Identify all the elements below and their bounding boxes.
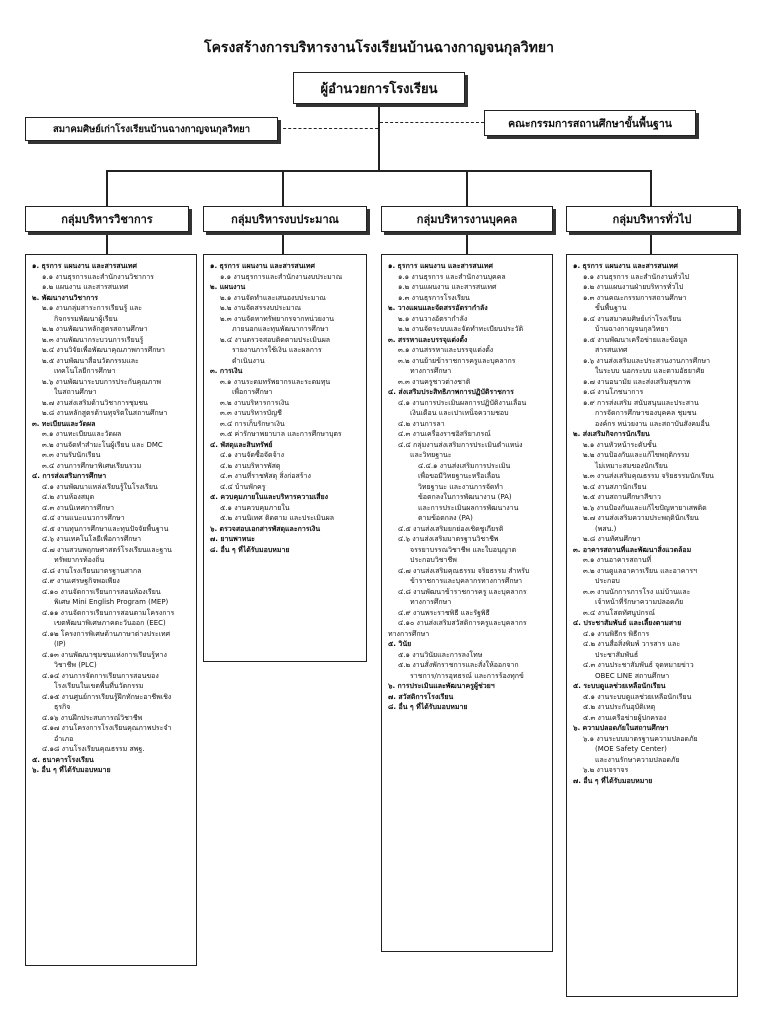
task-item: ๒.๔ งานวิจัยเพื่อพัฒนาคุณภาพการศึกษา [42,346,165,354]
task-item: ๔.๕ งานทุนการศึกษาและทุนปัจจัยพื้นฐาน [42,524,169,533]
task-item: ๔.๑๔ งานการจัดการเรียนการสอนของ [42,671,159,680]
task-item: ๕.๑ งานระบบดูแลช่วยเหลือนักเรียน [583,692,692,701]
task-item: ๑.๑ งานธุรการและสำนักงานงบประมาณ [220,272,343,281]
task-item: ๖.๒ งานจราจร [583,766,629,774]
connector-col3 [466,232,468,254]
task-item: และวิทยฐานะ [410,451,452,459]
task-item: ทางการศึกษา [410,598,452,606]
task-item: ๓.๑ งานทะเบียนและวัดผล [42,430,122,438]
task-item: ๔.๗ งานส่งเสริมคุณธรรม จริยธรรม สำหรับ [398,566,530,575]
task-item: ๕. ธนาคารโรงเรียน [32,755,94,764]
task-item: (พสน.) [595,524,617,533]
task-item: ๔.๑ งานพิธีกร พิธีการ [583,629,650,638]
task-item: ๕. ระบบดูแลช่วยเหลือนักเรียน [573,682,666,690]
task-item: ๔.๙ งานพระราชพิธี และรัฐพิธี [398,608,490,617]
group-header-personnel [381,206,553,232]
task-item: ๑.๑ งานธุรการและสำนักงานวิชาการ [42,272,154,281]
task-item: ๕.๒ งานสั่งพักราชการและสั่งให้ออกจาก [398,661,519,669]
task-item: ๖. การประเมินและพัฒนาครูผู้ช่วยฯ [388,682,495,690]
task-item: ๓. ทะเบียนและวัดผล [32,419,96,428]
task-item: OBEC LINE สถานศึกษา [595,671,670,680]
task-item: ๓. อาคารสถานที่และพัฒนาสิ่งแวดล้อม [573,545,692,554]
task-item: ๓. การเงิน [210,367,243,375]
task-item: ประกอบวิชาชีพ [410,556,457,564]
task-list-academic [25,254,197,966]
task-item: ๗. สวัสดิการโรงเรียน [388,692,454,701]
task-item: ประชาสัมพันธ์ [595,650,639,659]
task-item: อำเภอ [54,734,74,743]
connector-committee [380,122,484,123]
committee-box [484,110,696,136]
task-item: ๔.๑๓ งานพัฒนาชุมชนแห่งการเรียนรู้ทาง [42,650,167,659]
task-item: กิจกรรมพัฒนาผู้เรียน [54,314,118,323]
task-item: ๒.๖ งานป้องกันและแก้ไขปัญหายาเสพติด [583,503,707,512]
task-item: ๓.๕ ค่ารักษาพยาบาล และการศึกษาบุตร [220,430,342,438]
task-item: เจ้าหน้าที่รักษาความปลอดภัย [595,598,684,606]
task-item: ๔.๑๒ โครงการพิเศษด้านภาษาต่างประเทศ [42,629,171,638]
connector-group3 [466,170,468,206]
task-item: ๒.๓ งานพัฒนากระบวนการเรียนรู้ [42,335,144,344]
task-item: ๒.๑ งานหัวหน้าระดับชั้น [583,440,657,449]
task-item: ๓.๒ งานบริหารการเงิน [220,398,290,407]
task-item: ทางการศึกษา [388,629,430,638]
task-item: ๔.๓ งานที่ราชพัสดุ สิ่งก่อสร้าง [220,472,311,480]
task-item: ๔.๔.๑ งานส่งเสริมการประเมิน [418,461,511,470]
task-item: ๒. พัฒนางานวิชาการ [32,293,99,302]
group-title: กลุ่มบริหารทั่วไป [612,213,692,226]
task-item: ๕.๑ งานควบคุมภายใน [220,503,290,512]
task-item: ทางการศึกษา [410,367,452,375]
task-item: เทคโนโลยีการศึกษา [54,367,116,375]
task-item: ๔.๖ งานส่งเสริมมาตรฐานวิชาชีพ [398,535,499,543]
task-item: ๑.๑ งานธุรการ และสำนักงานบุคคล [398,272,506,281]
task-item: เพื่อการศึกษา [232,388,273,396]
task-item: การจัดการศึกษาของบุคคล ชุมชน [595,409,697,417]
task-item: ๖. ตรวจสอบเอกสารพัสดุและการเงิน [210,524,321,533]
task-item: ๑.๗ งานอนามัย และส่งเสริมสุขภาพ [583,377,691,386]
connector-horizontal [106,170,651,172]
task-item: ๘. อื่น ๆ ที่ได้รับมอบหมาย [210,545,290,554]
connector-col2 [282,232,284,254]
task-item: ๔.๑ งานการประเมินผลการปฏิบัติงานเลื่อน [398,398,527,407]
task-item: ๔. พัสดุและสินทรัพย์ [210,440,273,449]
task-item: ๓.๔ งานการศึกษาพิเศษเรียนรวม [42,461,142,470]
task-item: ตามข้อตกลง (PA) [418,514,473,522]
task-item: ๒.๒ งานพัฒนาหลักสูตรสถานศึกษา [42,325,148,333]
task-item: ๑. ธุรการ แผนงาน และสารสนเทศ [210,262,315,270]
task-item: ๑.๒ แผนงาน และสารสนเทศ [42,283,129,291]
group-title: กลุ่มบริหารงบประมาณ [231,213,339,226]
task-item: ๒.๒ งานป้องกันและแก้ไขพฤติกรรม [583,451,690,459]
task-item: ๔.๕ งานส่งเสริมยกย่องเชิดชูเกียรติ [398,524,504,533]
task-item: ๔.๖ งานเทคโนโลยีเพื่อการศึกษา [42,535,142,543]
task-item: ๒.๓ งานส่งเสริมคุณธรรม จริยธรรมนักเรียน [583,472,714,480]
task-item: ๑.๑ งานธุรการ และสำนักงานทั่วไป [583,272,690,281]
task-list-general [566,254,738,997]
task-item: ๔.๑๕ งานศูนย์การเรียนรู้ฝึกทักษะอาชีพเชิง [42,692,172,701]
director-label: ผู้อำนวยการโรงเรียน [320,81,438,97]
task-item: ๓.๓ งานบริหารบัญชี [220,409,282,417]
task-item: เพื่อขอมีวิทยฐานะหรือเลื่อน [418,472,501,480]
task-item: ๓.๓ งานนักการภารโรง แม่บ้านและ [583,587,691,596]
task-item: โรงเรียนในเขตพื้นที่นวัตกรรม [54,682,144,690]
task-item: ขั้นพื้นฐาน [595,304,627,312]
task-item: วิทยฐานะ และงานการจัดทำ [418,482,504,491]
group-header-general [566,206,738,232]
task-item: ๖.๑ งานระบบมาตรฐานความปลอดภัย [583,734,698,743]
task-item: และงานรักษาความปลอดภัย [595,755,680,764]
task-item: ๔.๙ งานเศรษฐกิจพอเพียง [42,577,120,585]
task-item: ๓.๓ งานครูชาวต่างชาติ [398,377,471,386]
task-item: ๔.๑๗ งานโครงการโรงเรียนคุณภาพประจำ [42,724,172,732]
task-item: ๔.๔ งานแนะแนวการศึกษา [42,514,125,522]
task-item: ๔.๑ งานพัฒนาแหล่งเรียนรู้ในโรงเรียน [42,482,158,491]
task-item: ๖. ความปลอดภัยในสถานศึกษา [573,724,669,732]
task-item: ราชการ/การอุทธรณ์ และการร้องทุกข์ [410,671,524,680]
task-item: ๒.๗ งานส่งเสริมด้านวิชาการชุมชน [42,398,148,407]
task-item: เขตพัฒนาพิเศษภาคตะวันออก (EEC) [54,619,166,627]
group-header-budget [203,206,367,232]
task-item: ๓.๑ งานสรรหาและบรรจุแต่งตั้ง [398,346,494,354]
task-item: ๕.๒ งานนิเทศ ติดตาม และประเมินผล [220,514,335,522]
task-item: ๔.๑๑ งานจัดการเรียนการสอนตามโครงการ [42,608,175,617]
task-item: ๑. ธุรการ แผนงาน และสารสนเทศ [32,262,137,270]
task-item: ๓.๒ งานจัดทำสำมะโนผู้เรียน และ DMC [42,440,163,449]
connector-col1 [106,232,108,254]
task-item: ๑.๒ งานแผนงานฝ่ายบริหารทั่วไป [583,283,684,291]
task-item: ๓.๒ งานย้ายข้าราชการครูและบุคลากร [398,356,516,365]
task-item: ๓.๔ การเก็บรักษาเงิน [220,419,285,428]
task-item: ๔.๘ งานโรงเรียนมาตรฐานสากล [42,566,142,575]
task-item: ๓.๓ งานรับนักเรียน [42,451,101,459]
task-item: ๔.๒ งานบริหารพัสดุ [220,461,281,470]
task-item: ๒. วางแผนและจัดสรรอัตรากำลัง [388,304,488,312]
task-item: พิเศษ Mini English Program (MEP) [54,598,169,606]
task-item: ๓.๑ งานระดมทรัพยากรและระดมทุน [220,377,331,386]
connector-col4 [650,232,652,254]
task-item: ๑. ธุรการ แผนงาน และสารสนเทศ [573,262,678,270]
task-item: ๘. อื่น ๆ ที่ได้รับมอบหมาย [388,703,468,711]
connector-director-down [378,104,380,172]
task-item: ๑.๓ งานธุรการโรงเรียน [398,293,470,302]
task-item: ๒.๖ งานพัฒนาระบบการประกันคุณภาพ [42,377,161,386]
task-item: ๑.๙ การส่งเสริม สนับสนุนและประสาน [583,398,699,407]
task-item: ๑. ธุรการ แผนงาน และสารสนเทศ [388,262,493,270]
task-item: ๗. อื่น ๆ ที่ได้รับมอบหมาย [573,776,653,785]
task-item: ๑.๒ งานแผนงาน และสารสนเทศ [398,283,497,291]
task-item: วิชาชีพ (PLC) [54,661,97,669]
task-list-budget [203,254,367,662]
task-item: ๓.๒ งานดูแลอาคารเรียน และอาคารฯ [583,566,698,575]
task-item: องค์กร หน่วยงาน และสถาบันสังคมอื่น [595,419,710,428]
task-item: ๔.๔ กลุ่มงานส่งเสริมการประเมินตำแหน่ง [398,440,523,449]
task-item: บ้านฉางกาญจนกุลวิทยา [595,325,669,333]
task-item: ๒.๓ งานจัดหาทรัพยากรจากหน่วยงาน [220,314,335,323]
task-item: ๒.๔ งานตรวจสอบติดตามประเมินผล [220,335,331,344]
task-item: ๔.๑ งานจัดซื้อจัดจ้าง [220,451,285,459]
task-item: ๒.๒ งานจัดสรรงบประมาณ [220,304,302,312]
connector-group4 [650,170,652,206]
task-item: ๕.๓ งานเครือข่ายผู้ปกครอง [583,713,667,722]
task-item: เงินเดือน และเปาเหน็จความชอบ [410,409,509,417]
group-title: กลุ่มบริหารงานบุคคล [416,213,518,226]
task-item: ๓. สรรหาและบรรจุแต่งตั้ง [388,335,468,344]
task-item: ๑.๕ งานพัฒนาเครือข่ายและข้อมูล [583,335,688,344]
alumni-label: สมาคมศิษย์เก่าโรงเรียนบ้านฉางกาญจนกุลวิทยา [52,123,251,135]
task-item: ๕. วินัย [388,640,412,648]
alumni-box [25,117,278,141]
committee-label: คณะกรรมการสถานศึกษาขั้นพื้นฐาน [508,117,672,130]
task-item: ๕. ควบคุมภายในและบริหารความเสี่ยง [210,493,329,501]
task-item: ในสถานศึกษา [54,388,97,396]
task-item: (MOE Safety Center) [595,745,667,753]
task-item: ข้อตกลงในการพัฒนางาน (PA) [418,493,512,501]
task-item: ไม่เหมาะสมของนักเรียน [595,461,668,470]
task-item: ดำเนินงาน [232,356,265,365]
task-item: ๓.๑ งานอาคารสถานที่ [583,556,652,564]
task-item: ๒.๕ งานสถานศึกษาสีขาว [583,493,661,501]
task-list-personnel [381,254,553,952]
task-item: ๕.๒ งานประกันอุบัติเหตุ [583,703,656,711]
task-item: ๔. ประชาสัมพันธ์ และเลี้ยงตามสาย [573,619,682,627]
task-item: ๒.๔ งานสภานักเรียน [583,482,647,491]
task-item: ๔.๑๐ งานส่งเสริมสวัสดิการครูและบุคลากร [398,619,527,627]
task-item: ๔.๓ งานประชาสัมพันธ์ จุดหมายข่าว [583,661,694,669]
task-item: ๒.๒ งานจัดระบบและจัดทำทะเบียนประวัติ [398,325,524,333]
task-item: ๒.๕ งานพัฒนาสื่อนวัตกรรมและ [42,356,139,365]
task-item: ๒.๑ งานจัดทำและเสนองบประมาณ [220,293,326,302]
task-item: ๒.๘ งานหลักสูตรต้านทุจริตในสถานศึกษา [42,409,168,417]
task-item: ๒.๑ งานกลุ่มสาระการเรียนรู้ และ [42,304,143,312]
task-item: ๑.๖ งานส่งเสริมและประสานงานการศึกษา [583,356,711,365]
connector-alumni [278,128,378,129]
task-item: ๔.๒ งานห้องสมุด [42,493,95,501]
task-item: ๒.๘ งานทัศนศึกษา [583,535,641,543]
task-item: ในระบบ นอกระบบ และตามอัธยาศัย [595,367,705,375]
task-item: ๑.๓ งานคณะกรรมการสถานศึกษา [583,293,687,302]
group-header-academic [25,206,189,232]
task-item: ๔.๒ งานสื่อสิ่งพิมพ์ วารสาร และ [583,640,681,648]
task-item: ๔.๒ งานการลา [398,419,445,428]
task-item: ๒. ส่งเสริมกิจการนักเรียน [573,430,650,438]
task-item: ๔.๑๖ งานฝึกประสบการณ์วิชาชีพ [42,713,143,722]
task-item: ๔. ส่งเสริมประสิทธิภาพการปฏิบัติราชการ [388,388,514,396]
task-item: ๓.๔ งานโสตทัศนูปกรณ์ [583,608,656,617]
task-item: ๔.๑๘ งานโรงเรียนคุณธรรม สพฐ. [42,745,145,753]
task-item: ๒.๑ งานวางอัตรากำลัง [398,314,468,323]
task-item: ภายนอกและทุนพัฒนาการศึกษา [232,325,329,333]
task-item: ๒.๗ งานส่งเสริมความประพฤตินักเรียน [583,514,699,522]
task-item: และการประเมินผลการพัฒนางาน [418,503,519,512]
task-item: ๔.๓ งานเครื่องราชอิสริยาภรณ์ [398,430,491,438]
task-item: ๕.๑ งานวินัยและการลงโทษ [398,650,483,659]
task-item: ๔.๑๐ งานจัดการเรียนการสอนห้องเรียน [42,587,161,596]
task-item: ๒. แผนงาน [210,283,246,291]
task-item: สารสนเทศ [595,346,628,354]
task-item: (IP) [54,640,66,648]
task-item: ข้าราชการและบุคลากรทางการศึกษา [410,577,523,585]
task-item: ๔.๘ งานพัฒนาข้าราชการครู และบุคลากร [398,587,527,596]
task-item: ๑.๔ งานสมาคมศิษย์เก่าโรงเรียน [583,314,682,323]
connector-group1 [106,170,108,206]
task-item: จรรยาบรรณวิชาชีพ และใบอนุญาต [410,545,517,554]
task-item: ๔.๓ งานนิเทศการศึกษา [42,503,115,512]
connector-group2 [282,170,284,206]
group-title: กลุ่มบริหารวิชาการ [61,213,153,226]
task-item: รายงานการใช้เงิน และผลการ [232,346,322,354]
task-item: ๗. ยานพาหนะ [210,535,255,543]
task-item: ทรัพยากรท้องถิ่น [54,556,105,564]
task-item: ๔.๗ งานสวนพฤกษศาสตร์โรงเรียนและฐาน [42,545,172,554]
chart-title: โครงสร้างการบริหารงานโรงเรียนบ้านฉางกาญจนกุลวิทยา [204,40,554,56]
task-item: ๖. อื่น ๆ ที่ได้รับมอบหมาย [32,766,111,774]
director-box [293,72,465,104]
task-item: ๔. การส่งเสริมการศึกษา [32,472,107,480]
task-item: ประกอบ [595,577,620,585]
task-item: ธุรกิจ [54,703,71,711]
task-item: ๔.๔ บ้านพักครู [220,482,266,491]
task-item: ๑.๘ งานโภชนาการ [583,388,644,396]
